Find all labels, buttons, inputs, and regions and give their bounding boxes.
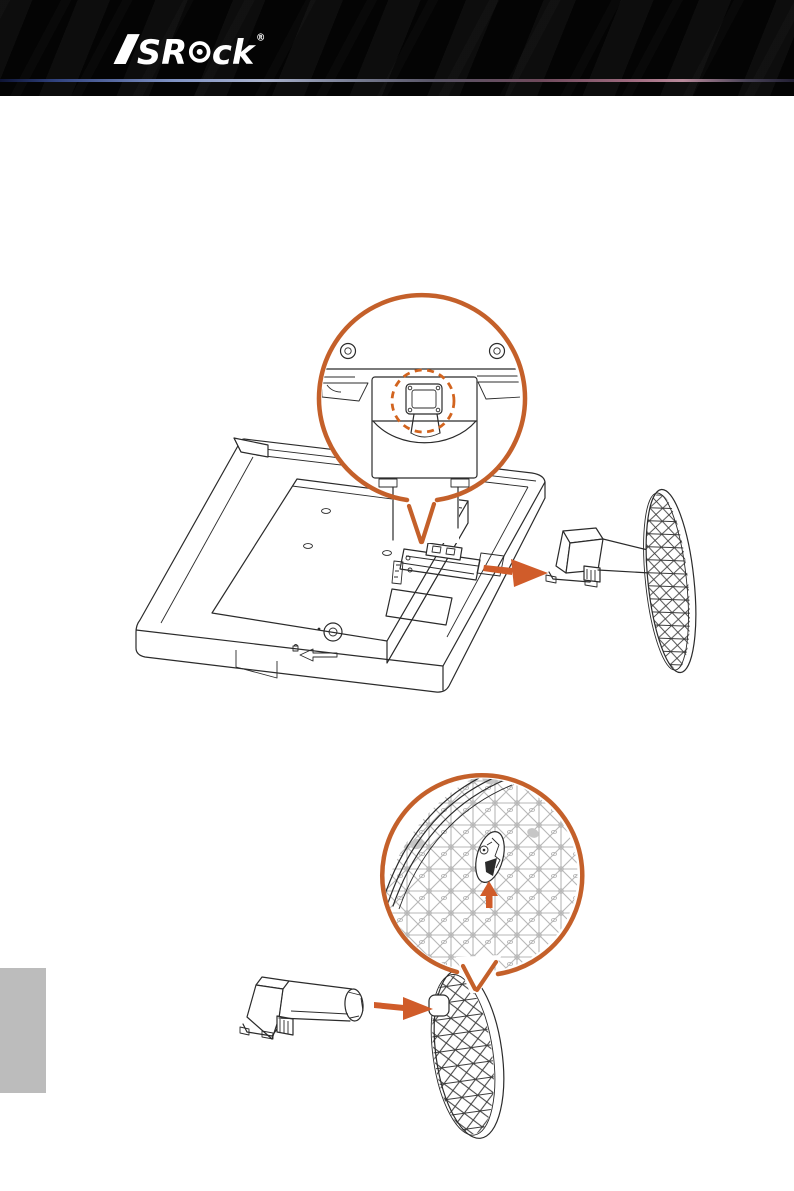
callout-circle-latch	[318, 295, 525, 547]
figure-base-attachment	[240, 767, 582, 1143]
registered-trademark: ®	[255, 32, 266, 44]
stand-base-disc-1	[636, 487, 703, 675]
base-mount-boss	[429, 995, 449, 1016]
figure-stand-removal	[136, 295, 703, 692]
logo-text-left: SR	[136, 33, 188, 73]
callout-circle-boss	[379, 767, 582, 993]
logo-text-right: ck	[211, 33, 255, 73]
slide-direction-arrow-1	[483, 559, 548, 587]
stand-base-disc-2	[422, 965, 514, 1143]
etched-lock-icon	[293, 645, 298, 652]
stand-arm-drawing-2	[240, 977, 364, 1039]
section-side-tab	[0, 968, 46, 1093]
slide-direction-arrow-2	[374, 997, 433, 1020]
